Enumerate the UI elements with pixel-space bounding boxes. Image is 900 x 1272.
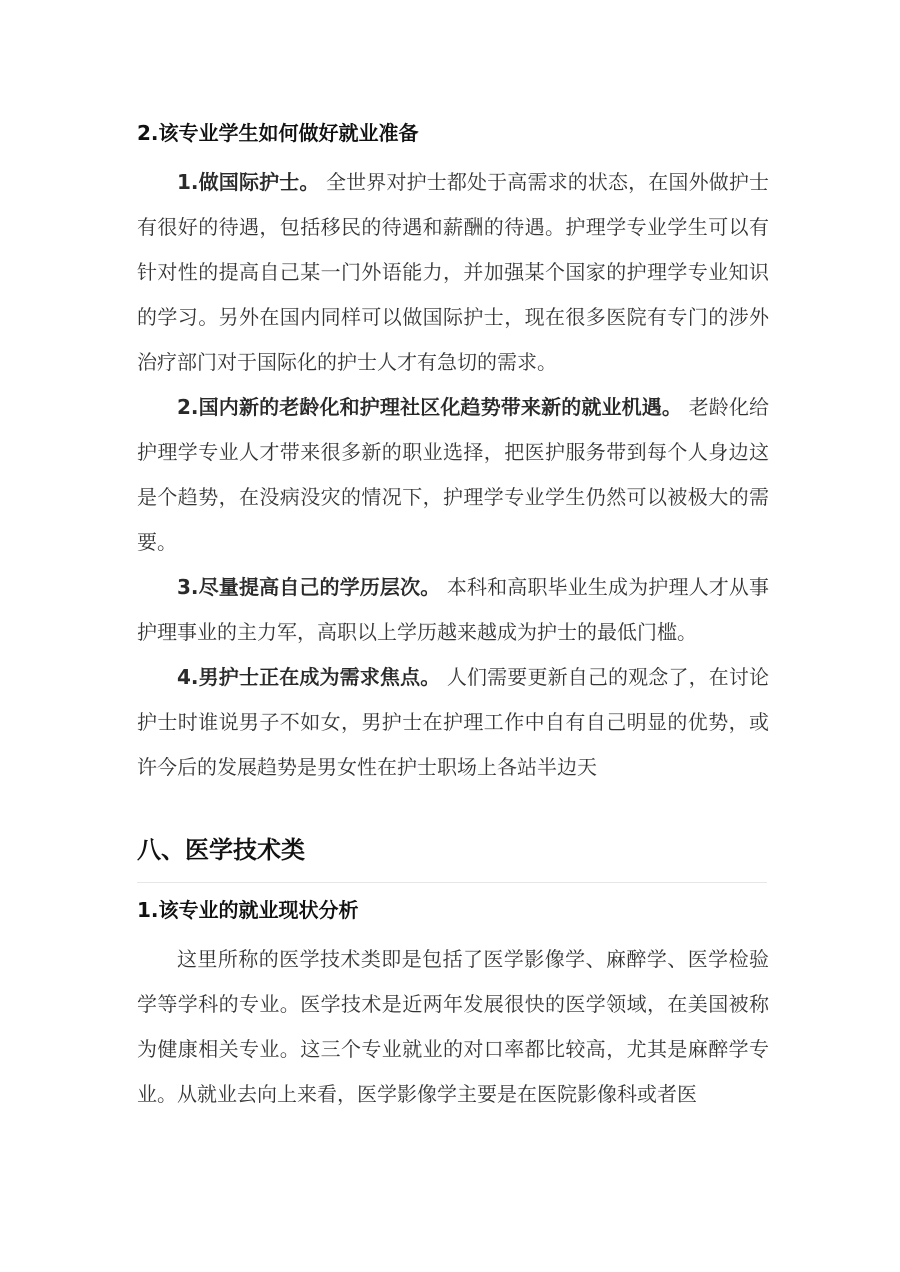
paragraph-body: 人们需要更新自己的观念了，在讨论护士时谁说男子不如女，男护士在护理工作中自有自己明显的优势，或许今后的发展趋势是男女性在护士职场上各站半边天 <box>137 665 770 779</box>
section-divider <box>137 882 767 883</box>
section-title-medical-technology: 八、医学技术类 <box>137 836 305 864</box>
paragraph-body: 全世界对护士都处于高需求的状态，在国外做护士有很好的待遇，包括移民的待遇和薪酬的待遇。护理学专业学生可以有针对性的提高自己某一门外语能力，并加强某个国家的护理学专业知识的学习。另外在国内同样可以做国际护士，现在很多医院有专门的涉外治疗部门对于国际化的护士人才有急切的需求。 <box>137 170 770 374</box>
paragraph-lead: 4.男护士正在成为需求焦点。 <box>177 665 441 689</box>
paragraph-lead: 1.做国际护士。 <box>177 170 320 194</box>
paragraph-international-nurse <box>137 160 769 385</box>
paragraph-aging-opportunity <box>137 385 769 565</box>
paragraph-lead: 3.尽量提高自己的学历层次。 <box>177 575 441 599</box>
paragraph-lead: 2.国内新的老龄化和护理社区化趋势带来新的就业机遇。 <box>177 395 683 419</box>
document-content <box>137 112 769 1117</box>
spacer <box>137 790 769 828</box>
paragraph-education-level <box>137 565 769 655</box>
paragraph-male-nurse <box>137 655 769 790</box>
paragraph-body: 本科和高职毕业生成为护理人才从事护理事业的主力军，高职以上学历越来越成为护士的最低门槛。 <box>137 575 770 644</box>
paragraph-medtech-overview: 这里所称的医学技术类即是包括了医学影像学、麻醉学、医学检验学等学科的专业。医学技术是近两年发展很快的医学领域，在美国被称为健康相关专业。这三个专业就业的对口率都比较高，尤其是麻醉学专业。从就业去向上来看，医学影像学主要是在医院影像科或者医 <box>137 947 769 1106</box>
section-heading-employment-prep: 2.该专业学生如何做好就业准备 <box>137 121 419 145</box>
paragraph-body: 老龄化给护理学专业人才带来很多新的职业选择，把医护服务带到每个人身边这是个趋势，在没病没灾的情况下，护理学专业学生仍然可以被极大的需要。 <box>137 395 770 554</box>
subheading-employment-status: 1.该专业的就业现状分析 <box>137 898 359 922</box>
